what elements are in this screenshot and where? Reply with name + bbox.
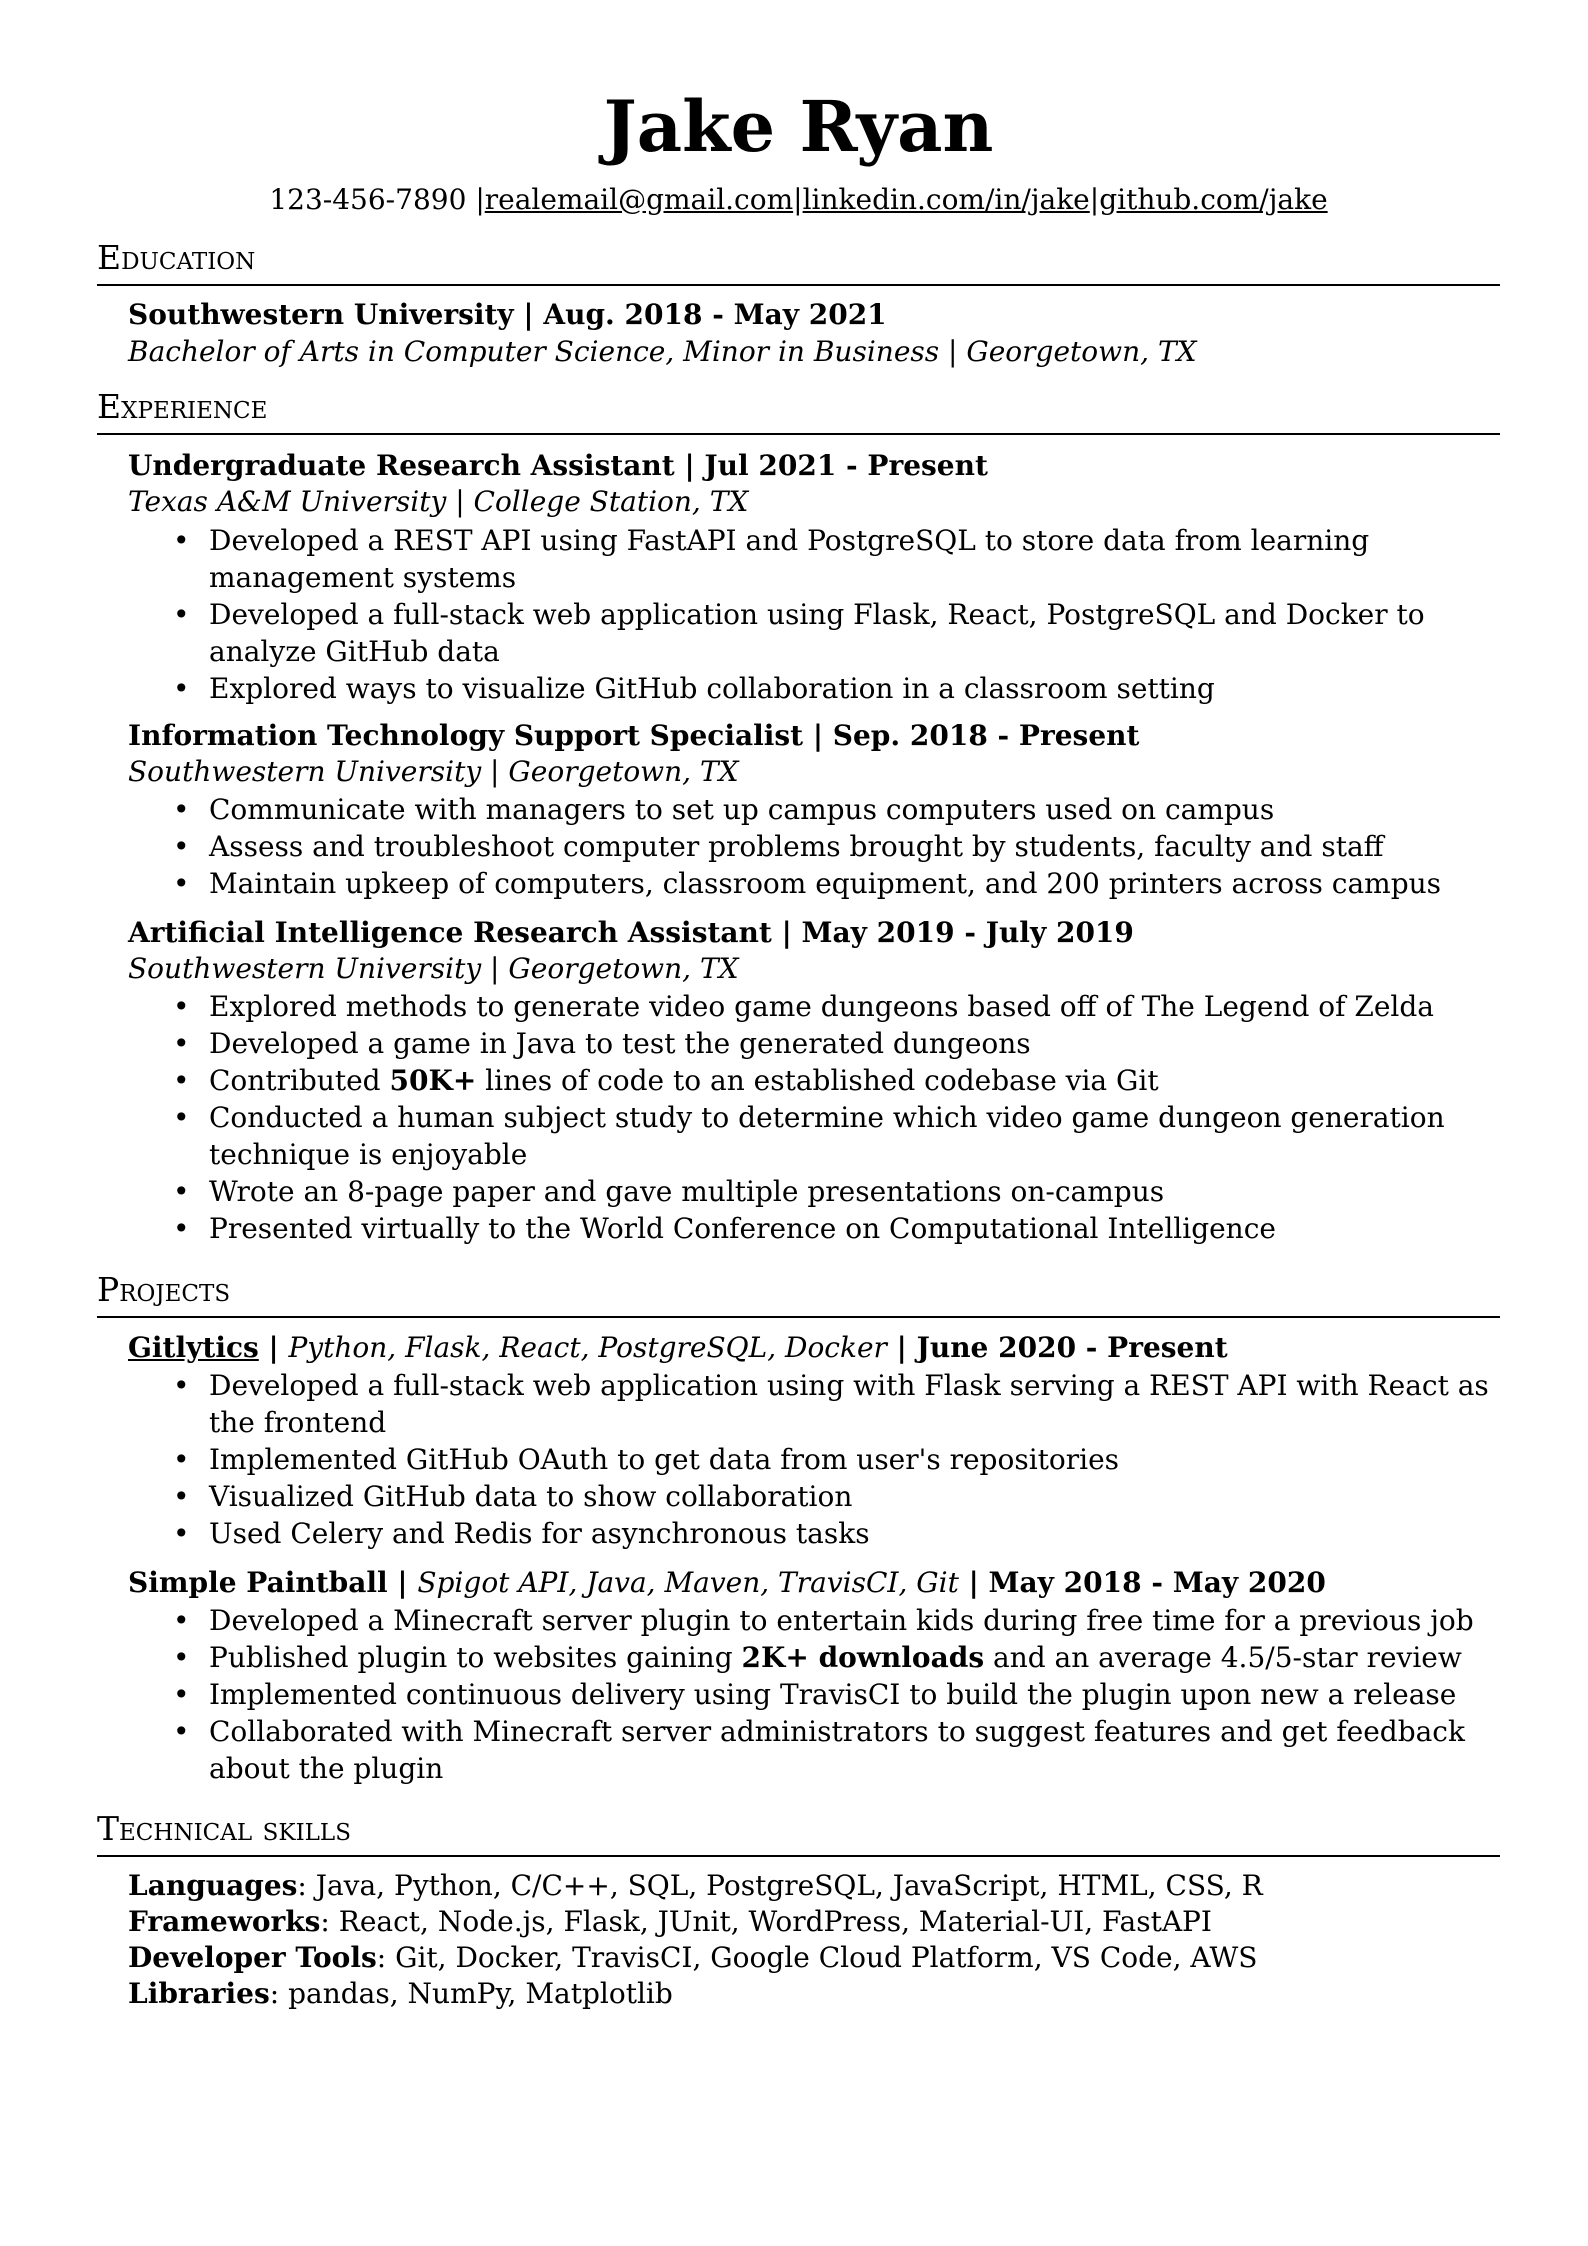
project-heading (128, 1565, 1498, 1601)
separator: | (1089, 183, 1100, 216)
contact-line (97, 180, 1500, 220)
skill-label: Frameworks (128, 1905, 321, 1938)
separator: | (475, 183, 485, 216)
skill-row (128, 1868, 1498, 1904)
skill-label: Libraries (128, 1977, 270, 2010)
linkedin-link[interactable]: linkedin.com/in/jake (802, 183, 1090, 216)
section-title-education: Education (97, 236, 1500, 286)
list-item: • Explored ways to visualize GitHub collaboration in a classroom setting (209, 670, 1509, 707)
email-link[interactable]: realemail@gmail.com (484, 183, 794, 216)
job-title: Artificial Intelligence Research Assistant | May 2019 - July 2019 (128, 916, 1134, 949)
skills-list (128, 1868, 1498, 2012)
section-title-skills: Technical skills (97, 1807, 1500, 1857)
applicant-name: Jake Ryan (603, 85, 994, 168)
list-item: • Explored methods to generate video game dungeons based off of The Legend of Zelda (209, 988, 1509, 1025)
skill-row (128, 1976, 1498, 2012)
skill-row (128, 1904, 1498, 1940)
list-item: • Developed a Minecraft server plugin to entertain kids during free time for a previous job (209, 1602, 1509, 1639)
list-item: • Assess and troubleshoot computer problems brought by students, faculty and staff (209, 828, 1509, 865)
separator: | (793, 183, 803, 216)
project-stack: Python, Flask, React, PostgreSQL, Docker (288, 1331, 887, 1364)
skill-value: : Java, Python, C/C++, SQL, PostgreSQL, JavaScript, HTML, CSS, R (297, 1869, 1263, 1902)
project-bullets (209, 1602, 1509, 1787)
list-item: • Used Celery and Redis for asynchronous tasks (209, 1515, 1509, 1552)
phone-number: 123-456-7890 (269, 183, 467, 216)
job-org: Southwestern University | Georgetown, TX (128, 755, 739, 788)
list-item: • Developed a full-stack web application using Flask, React, PostgreSQL and Docker to analyze GitHub data (209, 596, 1509, 670)
education-school: Southwestern University | Aug. 2018 - May 2021 (128, 298, 887, 331)
skill-label: Languages (128, 1869, 298, 1902)
separator: | (886, 1331, 917, 1364)
job-org: Southwestern University | Georgetown, TX (128, 952, 739, 985)
job-org: Texas A&M University | College Station, TX (128, 485, 749, 518)
list-item: • Collaborated with Minecraft server administrators to suggest features and get feedback about the plugin (209, 1713, 1509, 1787)
job-title: Undergraduate Research Assistant | Jul 2021 - Present (128, 449, 988, 482)
job-title: Information Technology Support Specialist | Sep. 2018 - Present (128, 719, 1140, 752)
skill-value: : pandas, NumPy, Matplotlib (269, 1977, 673, 2010)
list-item: • Conducted a human subject study to determine which video game dungeon generation technique is enjoyable (209, 1099, 1509, 1173)
job-bullets (209, 791, 1509, 902)
section-title-experience: Experience (97, 385, 1500, 435)
bullet-text: Published plugin to websites gaining (209, 1641, 742, 1674)
separator: | (258, 1331, 289, 1364)
project-stack: Spigot API, Java, Maven, TravisCI, Git (417, 1566, 959, 1599)
skill-value: : React, Node.js, Flask, JUnit, WordPress, Material-UI, FastAPI (320, 1905, 1212, 1938)
project-name: Simple Paintball (128, 1566, 388, 1599)
list-item: • Developed a full-stack web application using with Flask serving a REST API with React as the frontend (209, 1367, 1509, 1441)
github-link[interactable]: github.com/jake (1099, 183, 1328, 216)
list-item: • Implemented GitHub OAuth to get data from user's repositories (209, 1441, 1509, 1478)
list-item: • Developed a REST API using FastAPI and PostgreSQL to store data from learning management systems (209, 522, 1509, 596)
bullet-highlight: 2K+ downloads (741, 1641, 985, 1674)
separator: | (387, 1566, 418, 1599)
project-bullets (209, 1367, 1509, 1552)
skill-value: : Git, Docker, TravisCI, Google Cloud Platform, VS Code, AWS (376, 1941, 1258, 1974)
list-item (209, 1062, 1509, 1099)
project-heading (128, 1330, 1498, 1366)
bullet-text: and an average 4.5/5-star review (984, 1641, 1462, 1674)
skill-label: Developer Tools (128, 1941, 377, 1974)
list-item: • Visualized GitHub data to show collaboration (209, 1478, 1509, 1515)
list-item: • Developed a game in Java to test the generated dungeons (209, 1025, 1509, 1062)
list-item (209, 1639, 1509, 1676)
bullet-text: lines of code to an established codebase via Git (476, 1064, 1159, 1097)
list-item: • Presented virtually to the World Conference on Computational Intelligence (209, 1210, 1509, 1247)
list-item: • Maintain upkeep of computers, classroom equipment, and 200 printers across campus (209, 865, 1509, 902)
education-degree: Bachelor of Arts in Computer Science, Minor in Business | Georgetown, TX (128, 335, 1197, 368)
list-item: • Implemented continuous delivery using TravisCI to build the plugin upon new a release (209, 1676, 1509, 1713)
project-dates: June 2020 - Present (916, 1331, 1228, 1364)
skill-row (128, 1940, 1498, 1976)
project-name[interactable]: Gitlytics (128, 1331, 259, 1364)
list-item: • Communicate with managers to set up campus computers used on campus (209, 791, 1509, 828)
job-bullets (209, 988, 1509, 1247)
project-dates: May 2018 - May 2020 (988, 1566, 1326, 1599)
section-title-projects: Projects (97, 1268, 1500, 1318)
bullet-text: Contributed (209, 1064, 390, 1097)
separator: | (958, 1566, 989, 1599)
bullet-highlight: 50K+ (389, 1064, 477, 1097)
job-bullets (209, 522, 1509, 707)
list-item: • Wrote an 8-page paper and gave multiple presentations on-campus (209, 1173, 1509, 1210)
